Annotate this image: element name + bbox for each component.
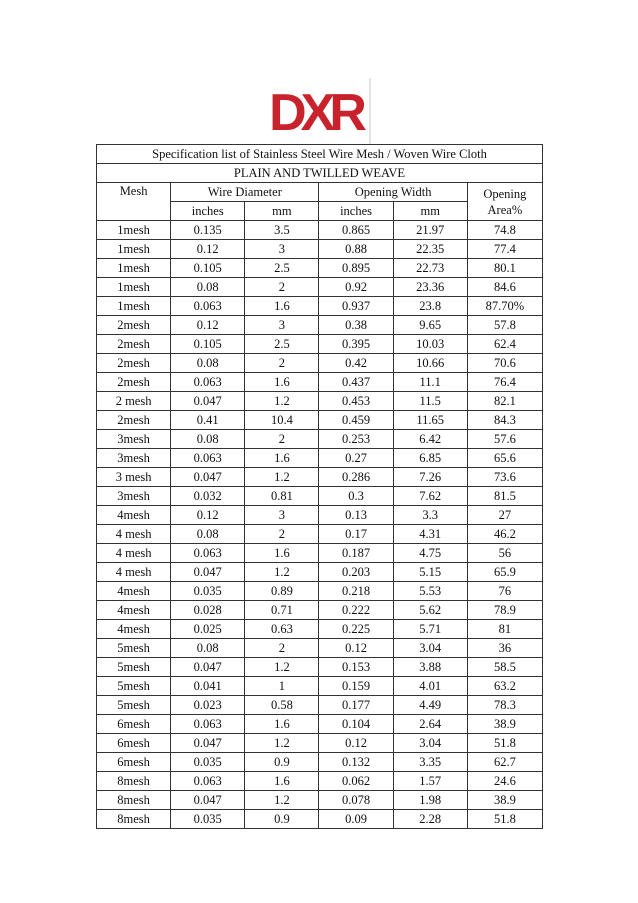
table-row: [97, 601, 543, 620]
opening-mm-cell: 2.28: [393, 810, 467, 829]
opening-inches-cell: 0.13: [319, 506, 393, 525]
opening-inches-cell: 0.078: [319, 791, 393, 810]
opening-inches-cell: 0.453: [319, 392, 393, 411]
wire-mm-cell: 3.5: [245, 221, 319, 240]
opening-area-cell: 65.6: [467, 449, 542, 468]
wire-mm-cell: 3: [245, 316, 319, 335]
opening-mm-cell: 21.97: [393, 221, 467, 240]
wire-mm-cell: 2: [245, 639, 319, 658]
table-row: [97, 430, 543, 449]
mesh-cell: 4mesh: [97, 582, 171, 601]
wire-inches-cell: 0.135: [171, 221, 245, 240]
table-row: [97, 715, 543, 734]
opening-mm-cell: 1.57: [393, 772, 467, 791]
opening-area-cell: 76.4: [467, 373, 542, 392]
opening-mm-cell: 11.5: [393, 392, 467, 411]
wire-mm-cell: 1.2: [245, 392, 319, 411]
wire-mm-cell: 1.2: [245, 563, 319, 582]
wire-inches-cell: 0.08: [171, 278, 245, 297]
wire-inches-cell: 0.047: [171, 658, 245, 677]
wire-mm-cell: 0.89: [245, 582, 319, 601]
opening-area-cell: 38.9: [467, 715, 542, 734]
opening-mm-cell: 22.73: [393, 259, 467, 278]
wire-inches-cell: 0.063: [171, 772, 245, 791]
opening-mm-cell: 4.49: [393, 696, 467, 715]
wire-inches-cell: 0.063: [171, 297, 245, 316]
opening-area-cell: 36: [467, 639, 542, 658]
opening-mm-cell: 5.62: [393, 601, 467, 620]
opening-inches-cell: 0.159: [319, 677, 393, 696]
opening-area-cell: 82.1: [467, 392, 542, 411]
opening-area-cell: 51.8: [467, 810, 542, 829]
header-opening-width: Opening Width: [319, 183, 467, 202]
wire-inches-cell: 0.063: [171, 715, 245, 734]
mesh-cell: 4 mesh: [97, 563, 171, 582]
mesh-cell: 4 mesh: [97, 525, 171, 544]
opening-mm-cell: 3.04: [393, 639, 467, 658]
mesh-cell: 4 mesh: [97, 544, 171, 563]
wire-mm-cell: 1.6: [245, 772, 319, 791]
wire-mm-cell: 0.71: [245, 601, 319, 620]
wire-inches-cell: 0.025: [171, 620, 245, 639]
opening-area-cell: 27: [467, 506, 542, 525]
table-row: [97, 563, 543, 582]
opening-inches-cell: 0.218: [319, 582, 393, 601]
wire-inches-cell: 0.105: [171, 259, 245, 278]
wire-mm-cell: 2: [245, 430, 319, 449]
opening-area-cell: 70.6: [467, 354, 542, 373]
mesh-cell: 8mesh: [97, 791, 171, 810]
wire-inches-cell: 0.035: [171, 582, 245, 601]
mesh-cell: 2mesh: [97, 354, 171, 373]
mesh-cell: 3mesh: [97, 487, 171, 506]
table-row: [97, 620, 543, 639]
opening-mm-cell: 1.98: [393, 791, 467, 810]
opening-inches-cell: 0.42: [319, 354, 393, 373]
wire-inches-cell: 0.023: [171, 696, 245, 715]
opening-area-cell: 73.6: [467, 468, 542, 487]
table-row: [97, 335, 543, 354]
wire-mm-cell: 1: [245, 677, 319, 696]
header-opening-inches: inches: [319, 202, 393, 221]
wire-mm-cell: 2: [245, 354, 319, 373]
wire-mm-cell: 1.2: [245, 734, 319, 753]
opening-inches-cell: 0.153: [319, 658, 393, 677]
opening-inches-cell: 0.104: [319, 715, 393, 734]
table-row: [97, 639, 543, 658]
company-logo: [261, 78, 373, 144]
table-row: [97, 810, 543, 829]
wire-mm-cell: 0.9: [245, 810, 319, 829]
opening-area-cell: 76: [467, 582, 542, 601]
wire-inches-cell: 0.035: [171, 810, 245, 829]
mesh-cell: 2 mesh: [97, 392, 171, 411]
mesh-cell: 6mesh: [97, 715, 171, 734]
table-row: [97, 449, 543, 468]
table-row: [97, 392, 543, 411]
wire-mm-cell: 2: [245, 525, 319, 544]
wire-inches-cell: 0.12: [171, 506, 245, 525]
wire-inches-cell: 0.12: [171, 316, 245, 335]
mesh-cell: 6mesh: [97, 734, 171, 753]
title-row: [97, 145, 543, 164]
opening-area-cell: 80.1: [467, 259, 542, 278]
table-row: [97, 753, 543, 772]
opening-mm-cell: 23.8: [393, 297, 467, 316]
header-row-1: [97, 183, 543, 202]
opening-mm-cell: 6.85: [393, 449, 467, 468]
table-row: [97, 411, 543, 430]
opening-inches-cell: 0.225: [319, 620, 393, 639]
table-row: [97, 734, 543, 753]
wire-mm-cell: 1.6: [245, 544, 319, 563]
table-row: [97, 696, 543, 715]
mesh-cell: 1mesh: [97, 259, 171, 278]
header-mesh: Mesh: [97, 183, 171, 221]
wire-mm-cell: 0.9: [245, 753, 319, 772]
mesh-cell: 4mesh: [97, 601, 171, 620]
table-row: [97, 316, 543, 335]
opening-mm-cell: 23.36: [393, 278, 467, 297]
opening-inches-cell: 0.3: [319, 487, 393, 506]
mesh-cell: 4mesh: [97, 506, 171, 525]
opening-inches-cell: 0.286: [319, 468, 393, 487]
mesh-cell: 6mesh: [97, 753, 171, 772]
wire-mm-cell: 1.6: [245, 715, 319, 734]
wire-inches-cell: 0.08: [171, 525, 245, 544]
mesh-cell: 1mesh: [97, 278, 171, 297]
table-row: [97, 525, 543, 544]
mesh-cell: 8mesh: [97, 810, 171, 829]
opening-area-cell: 57.6: [467, 430, 542, 449]
wire-mm-cell: 1.2: [245, 658, 319, 677]
opening-area-cell: 77.4: [467, 240, 542, 259]
opening-area-cell: 51.8: [467, 734, 542, 753]
wire-mm-cell: 1.6: [245, 297, 319, 316]
wire-mm-cell: 1.6: [245, 373, 319, 392]
header-opening-mm: mm: [393, 202, 467, 221]
opening-inches-cell: 0.253: [319, 430, 393, 449]
opening-inches-cell: 0.12: [319, 639, 393, 658]
header-opening-area: [467, 183, 542, 221]
header-wire-inches: inches: [171, 202, 245, 221]
table-row: [97, 259, 543, 278]
opening-area-cell: 81: [467, 620, 542, 639]
wire-inches-cell: 0.047: [171, 734, 245, 753]
header-wire-diameter: Wire Diameter: [171, 183, 319, 202]
opening-mm-cell: 5.53: [393, 582, 467, 601]
mesh-cell: 1mesh: [97, 221, 171, 240]
opening-inches-cell: 0.459: [319, 411, 393, 430]
opening-mm-cell: 5.15: [393, 563, 467, 582]
opening-area-cell: 58.5: [467, 658, 542, 677]
opening-mm-cell: 9.65: [393, 316, 467, 335]
opening-area-cell: 62.4: [467, 335, 542, 354]
opening-area-cell: 57.8: [467, 316, 542, 335]
opening-area-cell: 84.6: [467, 278, 542, 297]
wire-mm-cell: 1.2: [245, 468, 319, 487]
wire-mm-cell: 3: [245, 240, 319, 259]
mesh-cell: 3 mesh: [97, 468, 171, 487]
opening-inches-cell: 0.12: [319, 734, 393, 753]
opening-inches-cell: 0.92: [319, 278, 393, 297]
opening-area-cell: 78.3: [467, 696, 542, 715]
spec-table: [96, 144, 543, 829]
opening-area-cell: 56: [467, 544, 542, 563]
mesh-cell: 2mesh: [97, 335, 171, 354]
opening-inches-cell: 0.132: [319, 753, 393, 772]
wire-inches-cell: 0.063: [171, 449, 245, 468]
opening-inches-cell: 0.187: [319, 544, 393, 563]
table-row: [97, 373, 543, 392]
opening-mm-cell: 10.03: [393, 335, 467, 354]
wire-mm-cell: 3: [245, 506, 319, 525]
wire-inches-cell: 0.028: [171, 601, 245, 620]
opening-area-cell: 84.3: [467, 411, 542, 430]
mesh-cell: 4mesh: [97, 620, 171, 639]
wire-inches-cell: 0.035: [171, 753, 245, 772]
opening-area-cell: 46.2: [467, 525, 542, 544]
wire-inches-cell: 0.08: [171, 430, 245, 449]
opening-area-cell: 87.70%: [467, 297, 542, 316]
wire-mm-cell: 2.5: [245, 335, 319, 354]
wire-inches-cell: 0.12: [171, 240, 245, 259]
opening-area-cell: 63.2: [467, 677, 542, 696]
opening-inches-cell: 0.895: [319, 259, 393, 278]
wire-inches-cell: 0.063: [171, 544, 245, 563]
opening-area-cell: 81.5: [467, 487, 542, 506]
opening-inches-cell: 0.222: [319, 601, 393, 620]
opening-inches-cell: 0.395: [319, 335, 393, 354]
opening-area-cell: 62.7: [467, 753, 542, 772]
mesh-cell: 1mesh: [97, 240, 171, 259]
table-row: [97, 354, 543, 373]
mesh-cell: 5mesh: [97, 639, 171, 658]
wire-mm-cell: 2.5: [245, 259, 319, 278]
table-row: [97, 582, 543, 601]
mesh-cell: 1mesh: [97, 297, 171, 316]
table-row: [97, 544, 543, 563]
wire-inches-cell: 0.08: [171, 639, 245, 658]
logo-text: DXR: [269, 84, 361, 142]
table-row: [97, 278, 543, 297]
header-opening-area-label: Opening Area%: [483, 186, 527, 217]
opening-mm-cell: 7.62: [393, 487, 467, 506]
opening-inches-cell: 0.27: [319, 449, 393, 468]
opening-mm-cell: 2.64: [393, 715, 467, 734]
wire-inches-cell: 0.047: [171, 791, 245, 810]
opening-inches-cell: 0.937: [319, 297, 393, 316]
opening-inches-cell: 0.88: [319, 240, 393, 259]
header-wire-mm: mm: [245, 202, 319, 221]
wire-mm-cell: 0.81: [245, 487, 319, 506]
opening-area-cell: 78.9: [467, 601, 542, 620]
opening-inches-cell: 0.38: [319, 316, 393, 335]
opening-mm-cell: 22.35: [393, 240, 467, 259]
mesh-cell: 3mesh: [97, 449, 171, 468]
table-row: [97, 221, 543, 240]
wire-inches-cell: 0.032: [171, 487, 245, 506]
wire-inches-cell: 0.105: [171, 335, 245, 354]
table-row: [97, 772, 543, 791]
wire-inches-cell: 0.08: [171, 354, 245, 373]
mesh-cell: 2mesh: [97, 316, 171, 335]
table-row: [97, 506, 543, 525]
opening-mm-cell: 3.88: [393, 658, 467, 677]
opening-mm-cell: 4.75: [393, 544, 467, 563]
wire-mm-cell: 0.58: [245, 696, 319, 715]
wire-inches-cell: 0.047: [171, 392, 245, 411]
opening-area-cell: 74.8: [467, 221, 542, 240]
opening-inches-cell: 0.062: [319, 772, 393, 791]
opening-mm-cell: 3.3: [393, 506, 467, 525]
wire-mm-cell: 0.63: [245, 620, 319, 639]
mesh-cell: 5mesh: [97, 658, 171, 677]
table-row: [97, 297, 543, 316]
wire-inches-cell: 0.041: [171, 677, 245, 696]
subtitle-row: [97, 164, 543, 183]
wire-mm-cell: 2: [245, 278, 319, 297]
opening-mm-cell: 11.65: [393, 411, 467, 430]
mesh-cell: 5mesh: [97, 696, 171, 715]
table-row: [97, 240, 543, 259]
opening-inches-cell: 0.865: [319, 221, 393, 240]
table-subtitle: PLAIN AND TWILLED WEAVE: [97, 164, 543, 183]
wire-mm-cell: 1.6: [245, 449, 319, 468]
wire-mm-cell: 10.4: [245, 411, 319, 430]
wire-inches-cell: 0.047: [171, 468, 245, 487]
wire-mm-cell: 1.2: [245, 791, 319, 810]
opening-area-cell: 65.9: [467, 563, 542, 582]
table-row: [97, 468, 543, 487]
table-row: [97, 677, 543, 696]
mesh-cell: 2mesh: [97, 373, 171, 392]
wire-inches-cell: 0.047: [171, 563, 245, 582]
opening-area-cell: 24.6: [467, 772, 542, 791]
opening-mm-cell: 4.31: [393, 525, 467, 544]
opening-mm-cell: 4.01: [393, 677, 467, 696]
opening-mm-cell: 10.66: [393, 354, 467, 373]
mesh-cell: 2mesh: [97, 411, 171, 430]
wire-inches-cell: 0.41: [171, 411, 245, 430]
opening-mm-cell: 5.71: [393, 620, 467, 639]
opening-inches-cell: 0.17: [319, 525, 393, 544]
opening-mm-cell: 3.35: [393, 753, 467, 772]
table-title: Specification list of Stainless Steel Wire Mesh / Woven Wire Cloth: [97, 145, 543, 164]
opening-mm-cell: 3.04: [393, 734, 467, 753]
table-row: [97, 487, 543, 506]
opening-area-cell: 38.9: [467, 791, 542, 810]
opening-inches-cell: 0.437: [319, 373, 393, 392]
wire-inches-cell: 0.063: [171, 373, 245, 392]
opening-inches-cell: 0.203: [319, 563, 393, 582]
opening-inches-cell: 0.09: [319, 810, 393, 829]
mesh-cell: 3mesh: [97, 430, 171, 449]
opening-mm-cell: 6.42: [393, 430, 467, 449]
mesh-cell: 8mesh: [97, 772, 171, 791]
opening-inches-cell: 0.177: [319, 696, 393, 715]
opening-mm-cell: 11.1: [393, 373, 467, 392]
table-row: [97, 791, 543, 810]
opening-mm-cell: 7.26: [393, 468, 467, 487]
table-row: [97, 658, 543, 677]
mesh-cell: 5mesh: [97, 677, 171, 696]
